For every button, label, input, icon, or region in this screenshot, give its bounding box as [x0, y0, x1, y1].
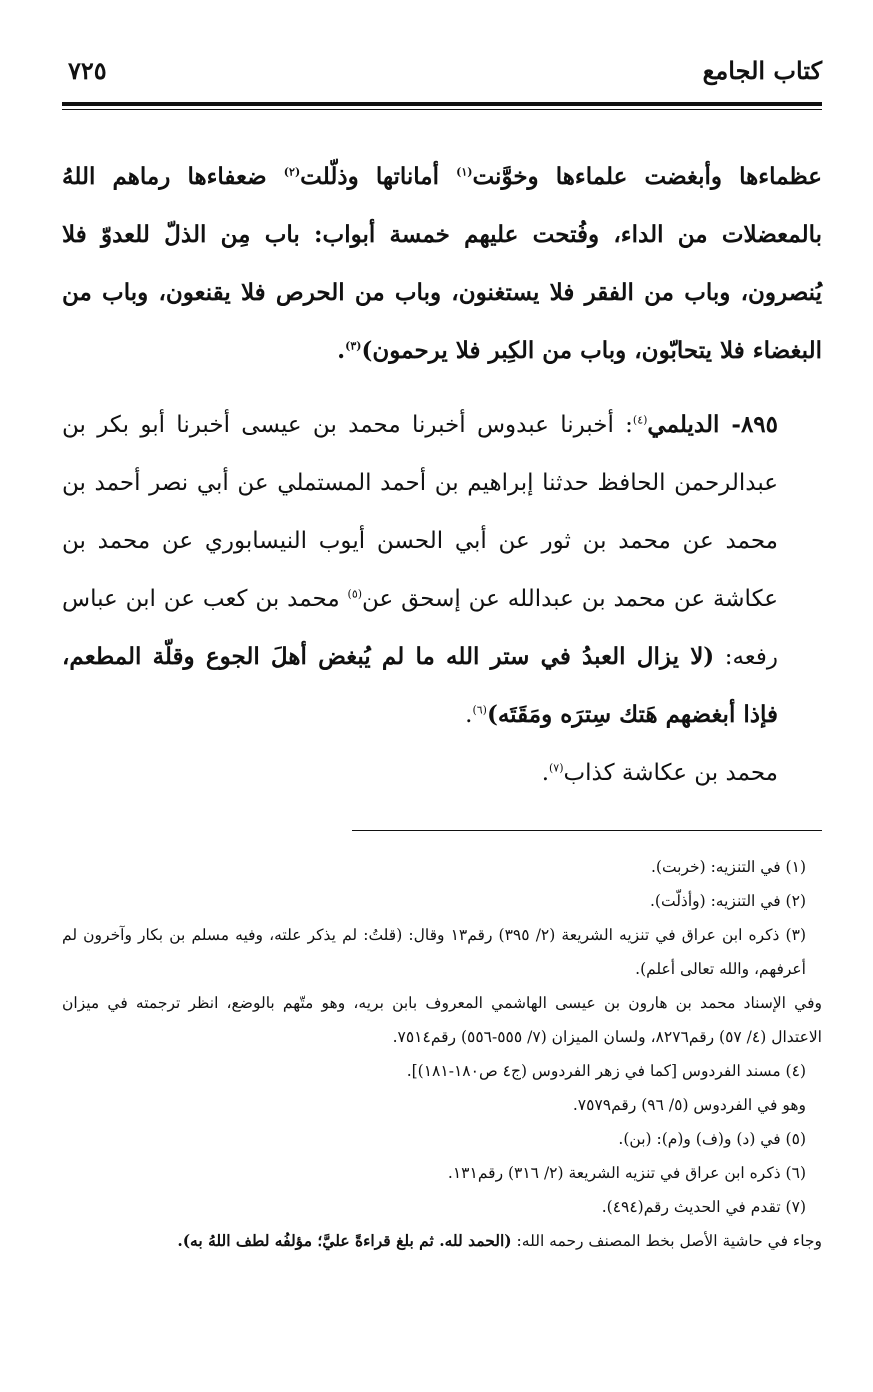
header-rule-thick — [62, 102, 822, 106]
hadith-text: (لا يزال العبدُ في ستر الله ما لم يُبغض أهلَ الجوع وقلّة المطعم، فإذا أبغضهم هَتك سِترَه ومَقَتَه) — [62, 643, 778, 728]
header-rule-thin — [62, 109, 822, 110]
footnote-ref-3[interactable]: (٣) — [345, 339, 362, 353]
text-run: : أخبرنا عبدوس أخبرنا محمد بن عيسى أخبرنا أبو بكر بن عبدالرحمن الحافظ حدثنا إبراهيم بن أحمد المستملي عن أبي نصر أحمد بن محمد عن محمد بن ثور عن أبي الحسن أيوب النيسابوري عن محمد بن عكاشة عن محمد بن عبدالله عن إسحق عن — [62, 412, 778, 612]
footnote-4-continued: وهو في الفردوس (٥/ ٩٦) رقم٧٥٧٩. — [572, 1096, 806, 1114]
footnote-ref-1[interactable]: (١) — [456, 165, 473, 179]
text-run: ضعفاءها رماهم اللهُ بالمعضلات من الداء، وفُتحت عليهم خمسة أبواب: باب مِن الذلّ للعدوّ فلا يُنصرون، وباب من الفقر فلا يستغنون، وباب من الحرص فلا يقنعون، وباب من البغضاء فلا يتحابّون، وباب من الكِبر فلا يرحمون) — [62, 163, 822, 364]
text-run: . — [465, 702, 473, 728]
footnote-2: (٢) في التنزيه: (وأذلّت). — [650, 892, 806, 910]
main-text — [62, 148, 822, 802]
footnote-ref-2[interactable]: (٢) — [283, 165, 301, 179]
footnote-1: (١) في التنزيه: (خربت). — [650, 858, 806, 876]
footnote-7: (٧) تقدم في الحديث رقم(٤٩٤). — [601, 1198, 806, 1216]
footnote-4: (٤) مسند الفردوس [كما في زهر الفردوس (ج٤ ص١٨٠-١٨١)]. — [406, 1062, 806, 1080]
footnote-ref-6[interactable]: (٦) — [472, 703, 487, 717]
text-run: . — [337, 337, 346, 364]
footnote-3: (٣) ذكره ابن عراق في تنزيه الشريعة (٢/ ٣٩٥) رقم١٣ وقال: (قلتُ: لم يذكر علته، وفيه مسلم بن بكار وآخرون لم أعرفهم، والله تعالى أعلم). — [62, 926, 806, 978]
margin-note — [62, 1224, 822, 1258]
text-run: . — [541, 760, 549, 786]
footnote-ref-4[interactable]: (٤) — [632, 413, 648, 427]
text-run: أماناتها وذلّلت — [300, 163, 457, 190]
paragraph-hadith-895 — [62, 396, 822, 744]
footnotes — [62, 850, 822, 1258]
paragraph-gap — [62, 380, 822, 396]
footnote-5: (٥) في (د) و(ف) و(م): (بن). — [618, 1130, 806, 1148]
text-run: محمد بن كعب عن ابن عباس رفعه: — [62, 586, 778, 670]
footnote-ref-7[interactable]: (٧) — [549, 761, 564, 775]
footnote-separator — [352, 830, 822, 831]
footnote-3-continued: وفي الإسناد محمد بن هارون بن عيسى الهاشمي المعروف بابن بريه، وهو متّهم بالوضع، انظر ترجمته في ميزان الاعتدال (٤/ ٥٧) رقم٨٢٧٦، ولسان الميزان (٧/ ٥٥٥-٥٥٦) رقم٧٥١٤. — [62, 994, 822, 1046]
margin-note-quote: (الحمد لله. ثم بلغ قراءةً عليَّ؛ مؤلفُه لطف اللهُ به). — [177, 1231, 512, 1250]
footnote-ref-5[interactable]: (٥) — [347, 587, 363, 601]
running-header — [62, 40, 822, 90]
book-page — [62, 40, 822, 1360]
text-run: عظماءها وأبغضت علماءها وخوَّنت — [472, 163, 822, 190]
footnote-6: (٦) ذكره ابن عراق في تنزيه الشريعة (٢/ ٣١٦) رقم١٣١. — [447, 1164, 806, 1182]
page-number: ٧٢٥ — [68, 56, 107, 85]
paragraph-hadith-continuation — [62, 148, 822, 380]
text-run: محمد بن عكاشة كذاب — [563, 760, 778, 786]
hadith-number: ٨٩٥- الديلمي — [647, 411, 778, 438]
paragraph-narrator-note — [62, 744, 822, 802]
margin-note-intro: وجاء في حاشية الأصل بخط المصنف رحمه الله: — [511, 1232, 822, 1250]
page-header-title: كتاب الجامع — [702, 56, 822, 85]
